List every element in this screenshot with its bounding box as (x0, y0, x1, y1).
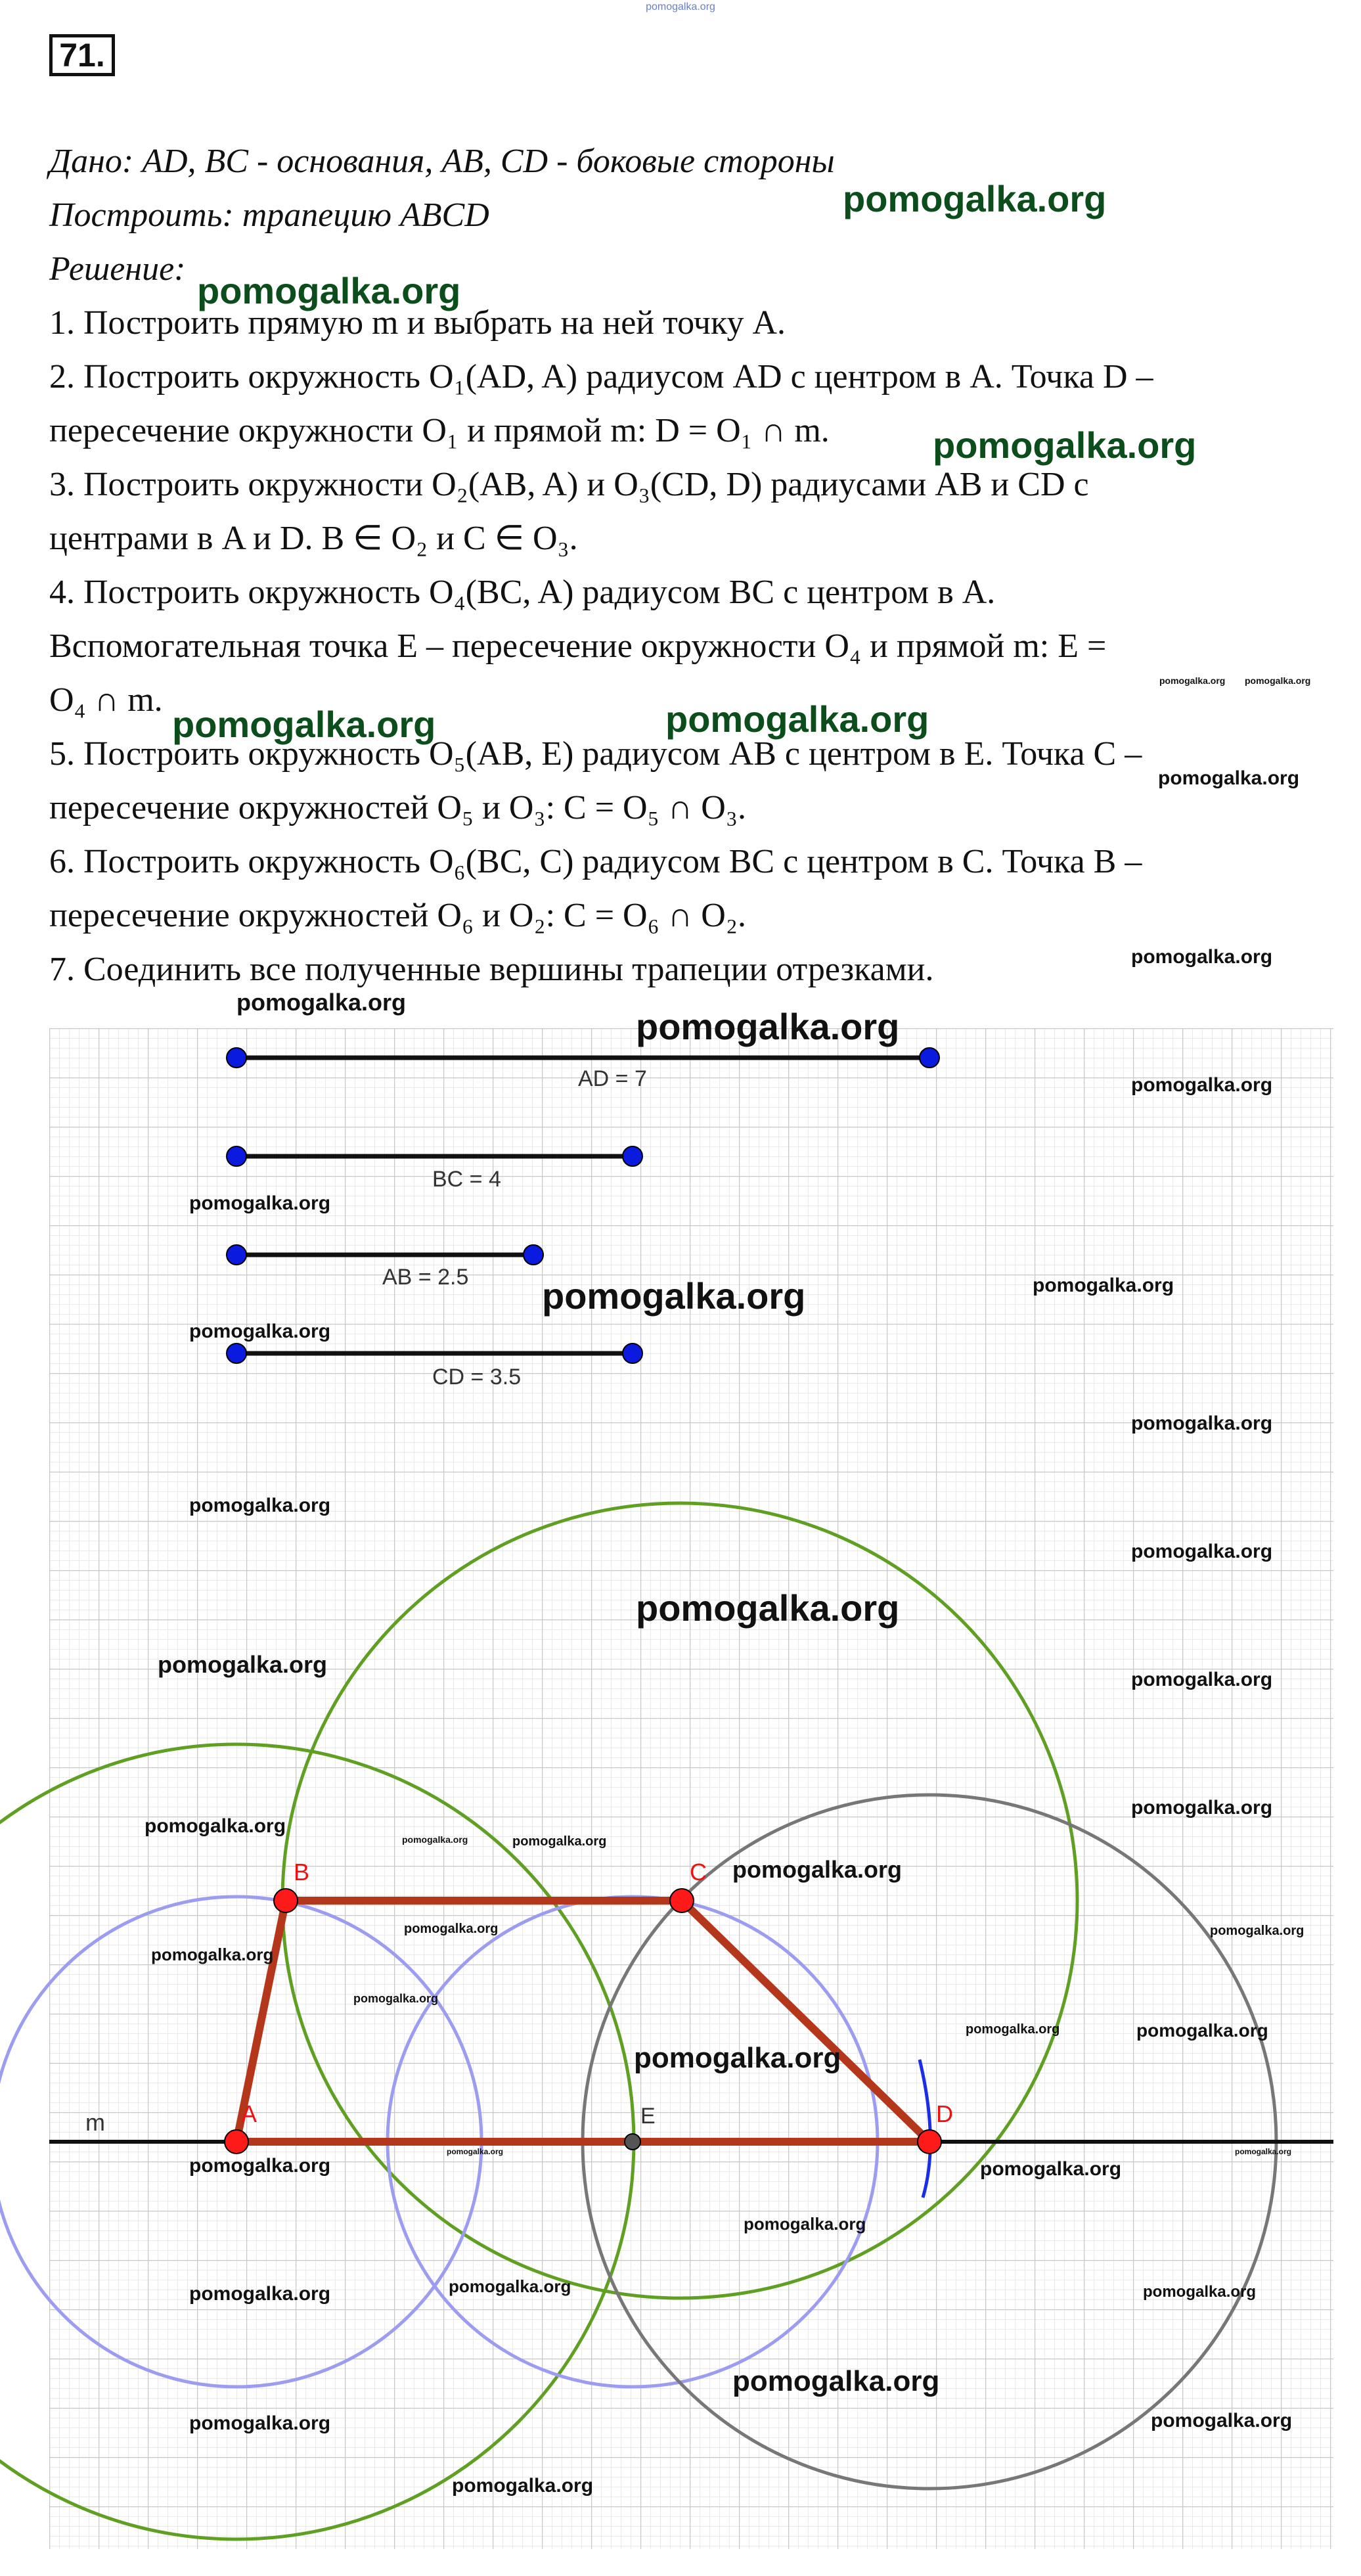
point-b-label: B (294, 1859, 310, 1886)
point-a (225, 2130, 248, 2154)
segment-bc-label: BC = 4 (432, 1167, 501, 1192)
segment-ad-label: AD = 7 (578, 1066, 647, 1091)
watermark: pomogalka.org (189, 2283, 331, 2305)
watermark: pomogalka.org (1131, 946, 1273, 968)
problem-number: 71. (49, 34, 115, 76)
watermark: pomogalka.org (197, 270, 461, 311)
step-3b: центрами в A и D. B ∈ O₂ и C ∈ O₃. (49, 520, 578, 557)
step-5a: 5. Построить окружность O₅(AB, E) радиусом AB с центром в E. Точка C – (49, 735, 1142, 773)
segment-bc-end (623, 1146, 642, 1166)
watermark: pomogalka.org (1131, 1797, 1273, 1819)
watermark: pomogalka.org (1210, 1924, 1305, 1938)
segment-cd-start (227, 1344, 246, 1363)
segment-ab-label: AB = 2.5 (382, 1265, 469, 1290)
watermark: pomogalka.org (402, 1834, 468, 1845)
watermark: pomogalka.org (236, 989, 407, 1016)
watermark: pomogalka.org (1235, 2147, 1292, 2156)
step-3a: 3. Построить окружности O₂(AB, A) и O₃(CD, D) радиусами AB и CD с (49, 466, 1089, 503)
segment-cd-end (623, 1344, 642, 1363)
line-m-label: m (85, 2109, 105, 2136)
watermark: pomogalka.org (1158, 767, 1300, 789)
step-7: 7. Соединить все полученные вершины трапеции отрезками. (49, 951, 934, 988)
watermark: pomogalka.org (1131, 1669, 1273, 1690)
watermark: pomogalka.org (1131, 1412, 1273, 1434)
point-e-label: E (640, 2104, 656, 2129)
watermark: pomogalka.org (933, 424, 1197, 466)
watermark: pomogalka.org (732, 2365, 940, 2397)
watermark: pomogalka.org (1159, 675, 1226, 686)
watermark: pomogalka.org (1136, 2020, 1268, 2041)
watermark: pomogalka.org (636, 1587, 900, 1629)
watermark: pomogalka.org (145, 1815, 286, 1837)
step-4a: 4. Построить окружность O₄(BC, A) радиусом BC с центром в A. (49, 574, 996, 611)
point-b (274, 1889, 298, 1912)
watermark: pomogalka.org (1245, 675, 1311, 686)
point-d-label: D (936, 2100, 953, 2127)
step-2b: пересечение окружности O₁ и прямой m: D = O₁ ∩ m. (49, 412, 830, 449)
watermark: pomogalka.org (189, 2155, 331, 2177)
watermark: pomogalka.org (447, 2147, 504, 2156)
point-d (918, 2130, 941, 2154)
watermark: pomogalka.org (966, 2022, 1060, 2037)
watermark: pomogalka.org (449, 2276, 571, 2296)
construct-line: Построить: трапецию ABCD (49, 196, 489, 234)
watermark: pomogalka.org (1033, 1275, 1174, 1296)
step-4b: Вспомогательная точка E – пересечение окружности O₄ и прямой m: E = (49, 627, 1107, 665)
step-6a: 6. Построить окружность O₆(BC, C) радиусом BC с центром в C. Точка B – (49, 843, 1142, 880)
watermark: pomogalka.org (151, 1945, 274, 1964)
watermark: pomogalka.org (636, 1006, 900, 1047)
watermark: pomogalka.org (172, 704, 436, 745)
watermark: pomogalka.org (158, 1651, 328, 1678)
segment-bc-start (227, 1146, 246, 1166)
segment-cd-label: CD = 3.5 (432, 1365, 522, 1390)
point-e (625, 2134, 640, 2150)
watermark: pomogalka.org (665, 698, 929, 740)
watermark: pomogalka.org (512, 1834, 607, 1849)
watermark: pomogalka.org (634, 2042, 841, 2074)
step-1: 1. Построить прямую m и выбрать на ней точку A. (49, 304, 786, 342)
watermark: pomogalka.org (189, 1321, 331, 1342)
watermark: pomogalka.org (542, 1275, 806, 1317)
point-a-label: A (241, 2100, 257, 2127)
site-tag: pomogalka.org (646, 1, 715, 12)
step-2a: 2. Построить окружность O₁(AD, A) радиусом AD с центром в A. Точка D – (49, 358, 1153, 395)
watermark: pomogalka.org (404, 1922, 499, 1936)
watermark: pomogalka.org (1131, 1541, 1273, 1562)
watermark: pomogalka.org (732, 1856, 903, 1883)
watermark: pomogalka.org (353, 1992, 439, 2005)
watermark: pomogalka.org (189, 1192, 331, 1214)
watermark: pomogalka.org (452, 2475, 594, 2497)
watermark: pomogalka.org (744, 2214, 866, 2234)
watermark: pomogalka.org (1143, 2283, 1257, 2301)
step-5b: пересечение окружностей O₅ и O₃: C = O₅ ∩ O₃. (49, 789, 746, 826)
step-4c: O₄ ∩ m. (49, 681, 163, 719)
watermark: pomogalka.org (189, 2412, 331, 2434)
watermark: pomogalka.org (1151, 2410, 1293, 2431)
solution-heading: Решение: (49, 250, 186, 288)
watermark: pomogalka.org (843, 178, 1107, 219)
segment-ad-end (920, 1048, 939, 1068)
watermark: pomogalka.org (980, 2158, 1122, 2180)
given-line: Дано: AD, BC - основания, AB, CD - боковые стороны (49, 143, 835, 180)
segment-ab-start (227, 1245, 246, 1265)
segment-ad-start (227, 1048, 246, 1068)
point-c (670, 1889, 694, 1912)
step-6b: пересечение окружностей O₆ и O₂: C = O₆ ∩ O₂. (49, 897, 746, 934)
watermark: pomogalka.org (189, 1495, 331, 1516)
watermark: pomogalka.org (1131, 1074, 1273, 1096)
point-c-label: C (690, 1859, 707, 1886)
segment-ab-end (524, 1245, 543, 1265)
